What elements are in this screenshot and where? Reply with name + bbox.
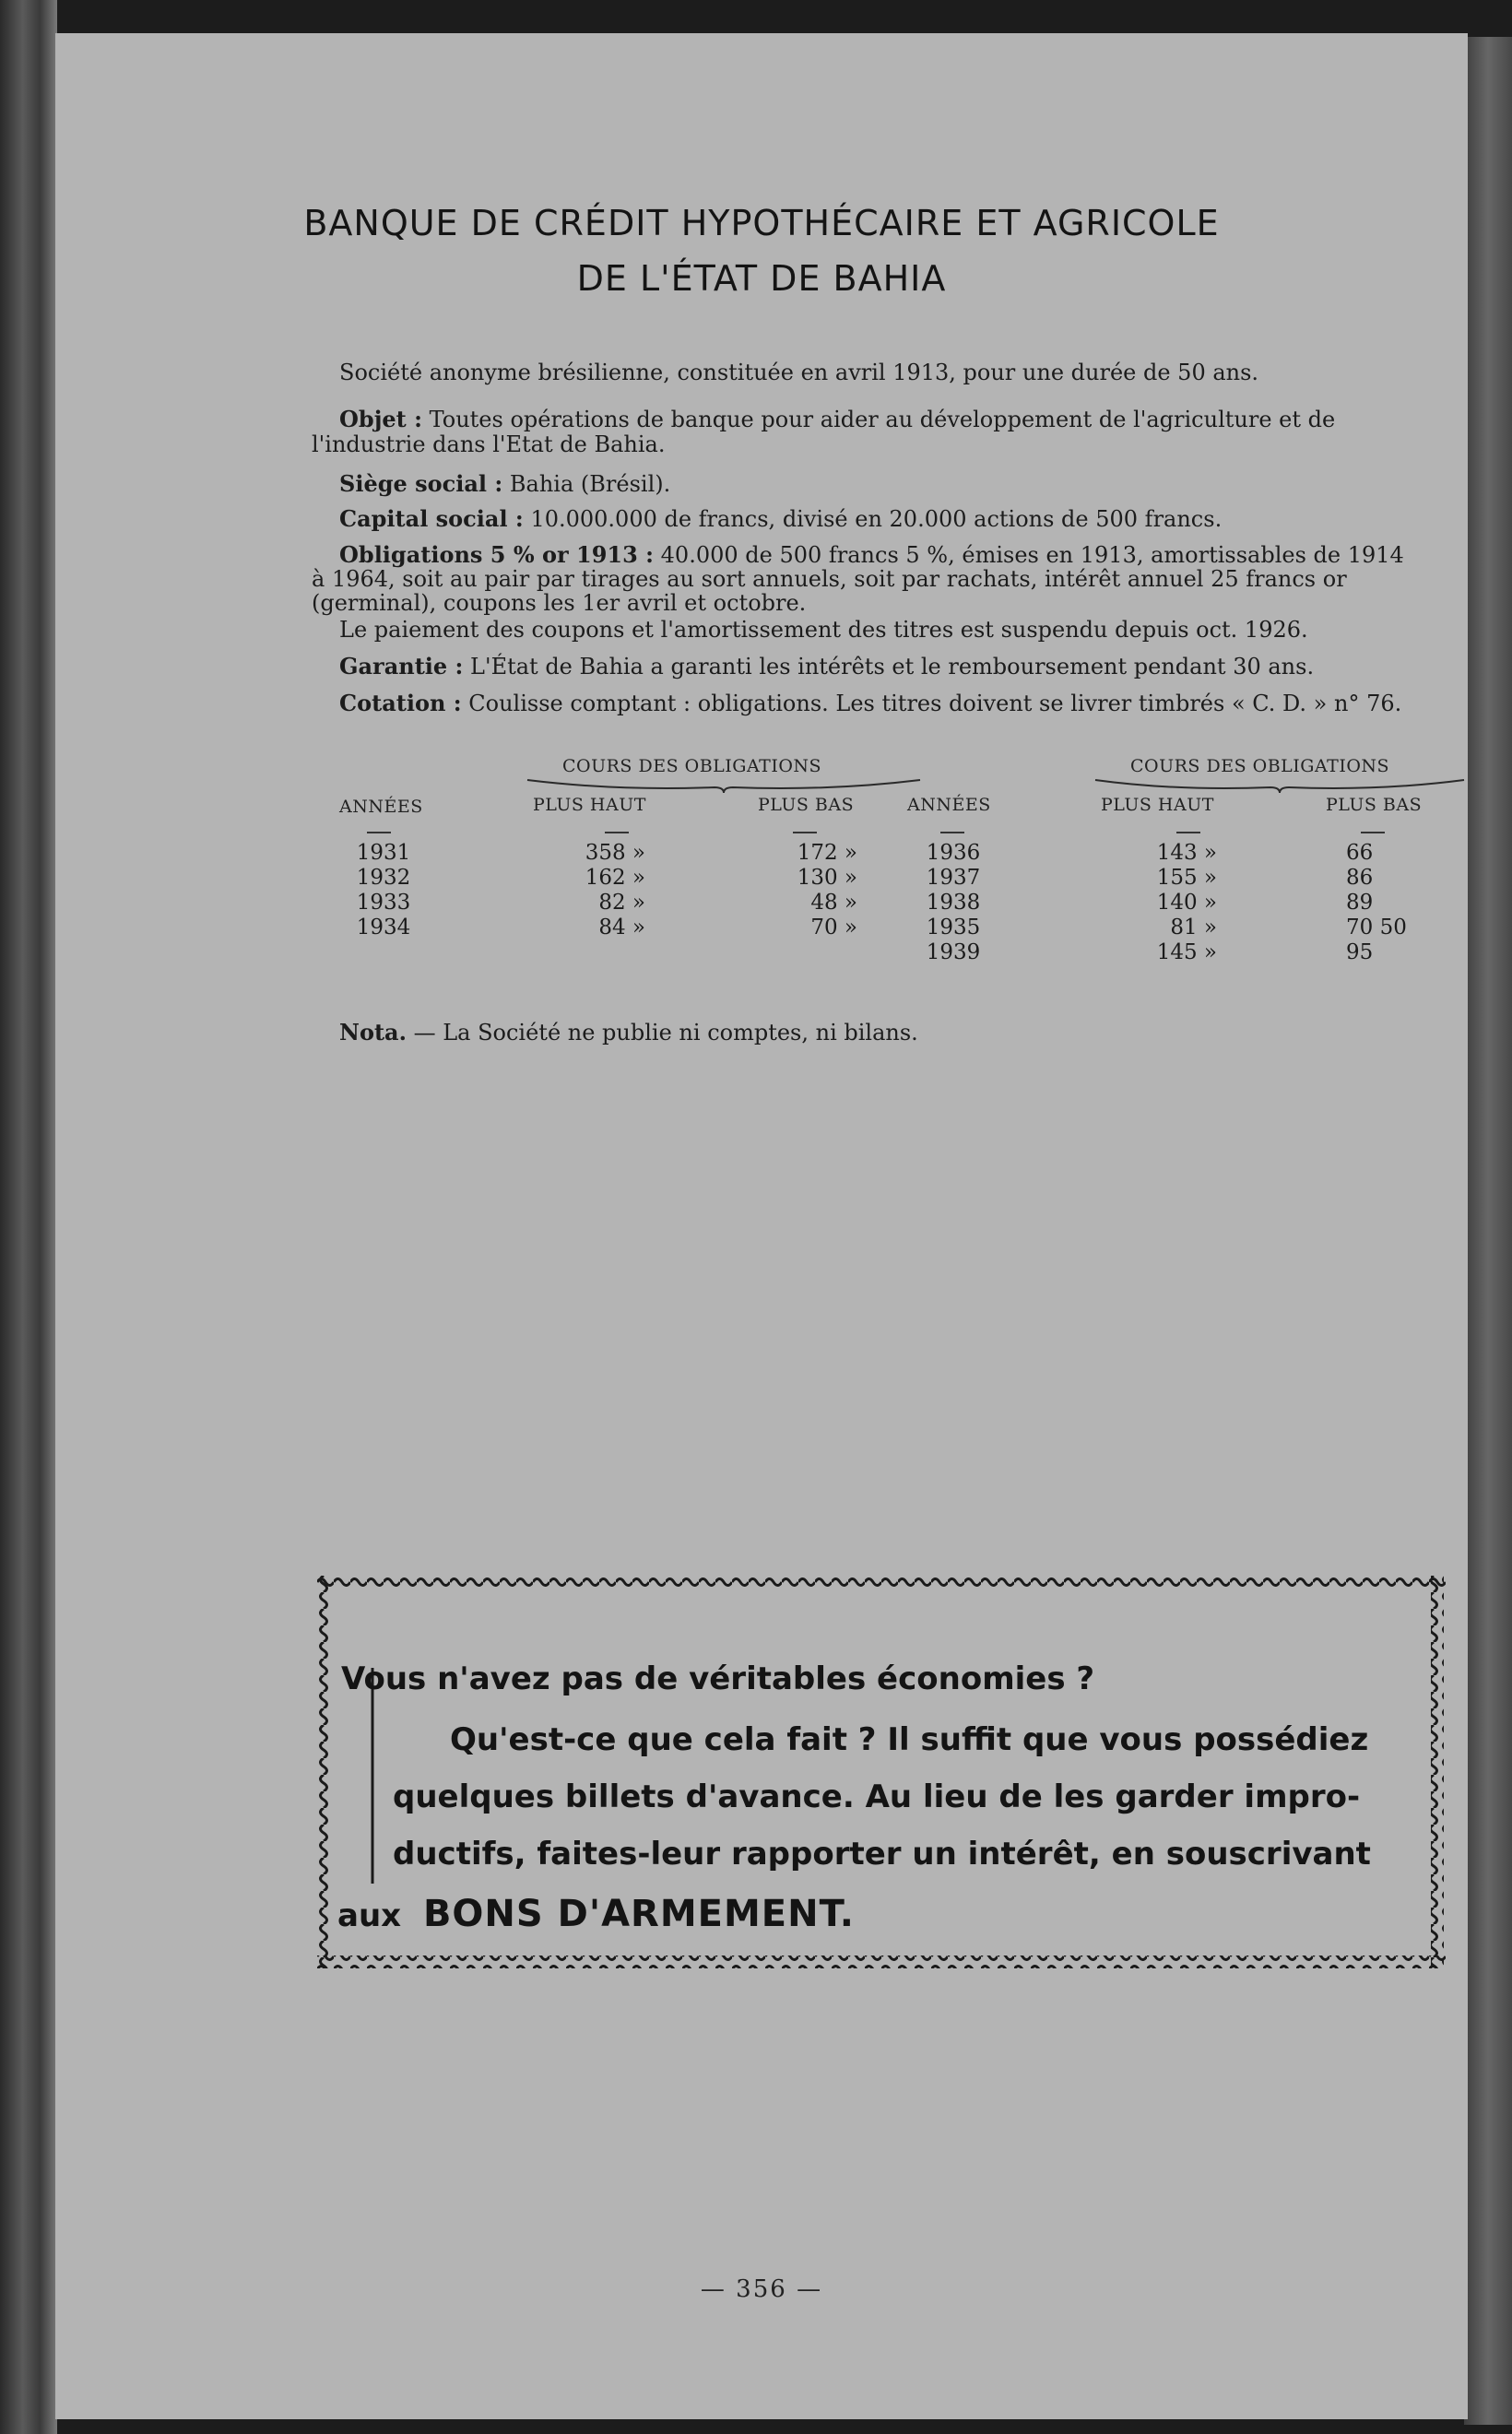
obligations-label: Obligations 5 % or 1913 : [339, 541, 655, 568]
siege-text: Bahia (Brésil). [509, 471, 671, 497]
right-dash-bas [1361, 832, 1385, 833]
right-col-annees: ANNÉES [907, 795, 991, 815]
right-low-value: 95 [1346, 940, 1374, 964]
ad-bons-armement: BONS D'ARMEMENT. [422, 1893, 855, 1935]
ad-line-5-prefix: aux [337, 1897, 402, 1934]
right-years-column [902, 841, 1005, 965]
cotation-label: Cotation : [339, 690, 462, 716]
ad-line-3: quelques billets d'avance. Au lieu de les garder impro- [393, 1778, 1361, 1815]
paiement-paragraph [312, 618, 1409, 643]
book-binding-left [0, 0, 57, 2434]
ad-line-1: Vous n'avez pas de véritables économies ? [341, 1660, 1095, 1697]
ad-line-2: Qu'est-ce que cela fait ? Il suffit que vous possédiez [450, 1721, 1369, 1758]
right-high-value: 81 » [1170, 916, 1217, 939]
left-dash-bas [793, 832, 817, 833]
left-low-column [747, 841, 857, 940]
left-dash-annees [367, 832, 391, 833]
right-high-value: 155 » [1156, 866, 1217, 890]
right-low-value: 86 [1346, 866, 1374, 890]
capital-label: Capital social : [339, 505, 524, 532]
cotation-text: Coulisse comptant : obligations. Les titres doivent se livrer timbrés « C. D. » n° 76. [468, 691, 1402, 716]
right-low-value: 66 [1346, 841, 1374, 865]
left-high-value: 358 » [585, 841, 645, 865]
right-year: 1935 [926, 916, 981, 939]
right-high-value: 140 » [1156, 891, 1217, 915]
left-years-column [332, 841, 435, 940]
left-low-value: 172 » [797, 841, 857, 865]
right-year: 1937 [926, 866, 981, 890]
nota-label: Nota. [339, 1019, 407, 1046]
right-col-plus-haut: PLUS HAUT [1101, 795, 1214, 815]
right-header-brace [1093, 776, 1466, 795]
left-year: 1933 [356, 891, 411, 915]
paiement-text: Le paiement des coupons et l'amortissement des titres est suspendu depuis oct. 1926. [339, 617, 1308, 643]
objet-text: Toutes opérations de banque pour aider au développement de l'agriculture et de l'industrie dans l'Etat de Bahia. [312, 407, 1336, 457]
ad-line-5 [337, 1893, 855, 1935]
page-title-line-1: BANQUE DE CRÉDIT HYPOTHÉCAIRE ET AGRICOLE [303, 203, 1220, 243]
intro-paragraph [312, 360, 1409, 385]
left-col-plus-bas: PLUS BAS [758, 795, 855, 815]
left-group-header: COURS DES OBLIGATIONS [562, 756, 822, 776]
left-header-brace [526, 776, 922, 795]
siege-label: Siège social : [339, 470, 503, 497]
nota-text: — La Société ne publie ni comptes, ni bilans. [413, 1020, 918, 1046]
intro-text: Société anonyme brésilienne, constituée en avril 1913, pour une durée de 50 ans. [339, 360, 1259, 385]
left-low-value: 130 » [797, 866, 857, 890]
right-year: 1938 [926, 891, 981, 915]
right-low-column [1346, 841, 1438, 965]
left-col-plus-haut: PLUS HAUT [533, 795, 646, 815]
left-high-value: 162 » [585, 866, 645, 890]
left-high-value: 84 » [598, 916, 645, 939]
right-group-header: COURS DES OBLIGATIONS [1130, 756, 1390, 776]
objet-paragraph [312, 407, 1409, 457]
left-year: 1934 [356, 916, 411, 939]
obligations-text: 40.000 de 500 francs 5 %, émises en 1913, amortissables de 1914 à 1964, soit au pair par tirages au sort annuels, soit par rachats, intérêt annuel 25 francs or (germinal), coupons les 1er avril et octobre. [312, 542, 1404, 616]
ad-line-4: ductifs, faites-leur rapporter un intérêt, en souscrivant [393, 1836, 1371, 1873]
left-dash-haut [605, 832, 629, 833]
left-high-column [535, 841, 645, 940]
document-page [55, 33, 1468, 2419]
left-high-value: 82 » [598, 891, 645, 915]
capital-paragraph [312, 506, 1409, 532]
nota-line [339, 1019, 918, 1046]
book-pages-right [1464, 37, 1512, 2425]
right-high-value: 143 » [1156, 841, 1217, 865]
right-low-value: 70 50 [1346, 916, 1407, 939]
left-year: 1931 [356, 841, 411, 865]
right-dash-annees [940, 832, 964, 833]
obligations-paragraph [312, 543, 1409, 615]
advertisement-box [317, 1576, 1446, 1981]
left-col-annees: ANNÉES [339, 797, 423, 817]
right-high-value: 145 » [1156, 940, 1217, 964]
right-high-column [1106, 841, 1217, 965]
page-number: — 356 — [700, 2275, 823, 2303]
objet-label: Objet : [339, 406, 422, 432]
garantie-label: Garantie : [339, 653, 464, 679]
right-year: 1939 [926, 940, 981, 964]
right-low-value: 89 [1346, 891, 1374, 915]
left-low-value: 48 » [810, 891, 857, 915]
right-col-plus-bas: PLUS BAS [1326, 795, 1423, 815]
cotation-paragraph [312, 691, 1409, 716]
page-title-line-2: DE L'ÉTAT DE BAHIA [576, 258, 947, 299]
right-year: 1936 [926, 841, 981, 865]
siege-paragraph [312, 471, 1409, 497]
garantie-text: L'État de Bahia a garanti les intérêts et le remboursement pendant 30 ans. [470, 654, 1315, 679]
garantie-paragraph [312, 654, 1409, 679]
capital-text: 10.000.000 de francs, divisé en 20.000 actions de 500 francs. [530, 506, 1223, 532]
right-dash-haut [1176, 832, 1200, 833]
left-low-value: 70 » [810, 916, 857, 939]
left-year: 1932 [356, 866, 411, 890]
